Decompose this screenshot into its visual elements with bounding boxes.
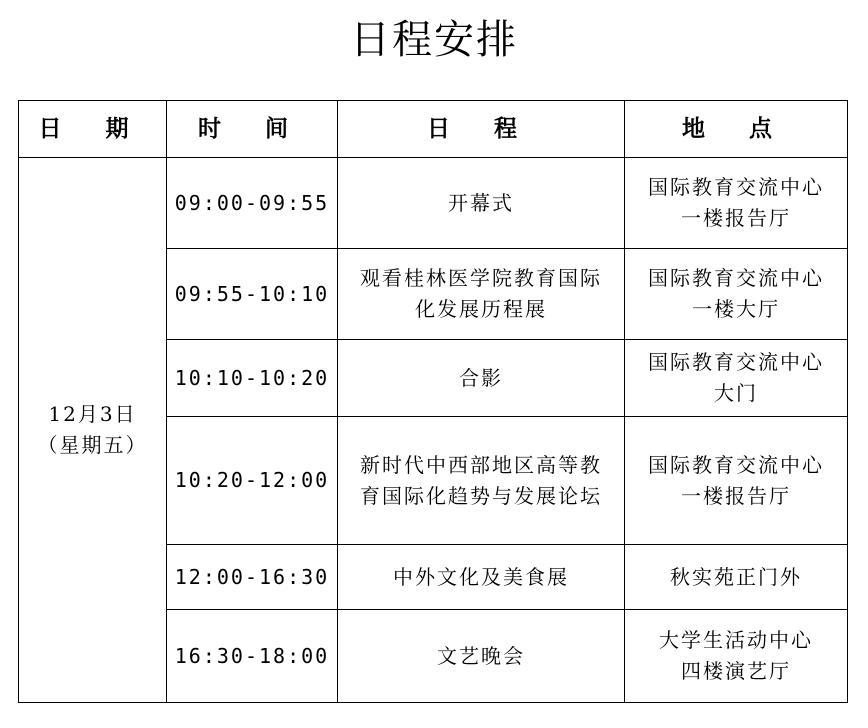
program-line: 新时代中西部地区高等教 [360, 452, 602, 477]
time-cell: 12:00-16:30 [167, 545, 338, 610]
location-line: 一楼报告厅 [681, 483, 791, 508]
header-program: 日 程 [338, 101, 625, 158]
program-line: 开幕式 [448, 190, 514, 215]
location-cell [625, 249, 848, 340]
date-day: 12月3日 [48, 402, 137, 426]
header-row [19, 101, 848, 158]
location-line: 大学生活动中心 [659, 628, 813, 652]
location-line: 大门 [714, 381, 758, 405]
time-cell: 09:55-10:10 [167, 249, 338, 340]
location-line: 国际教育交流中心 [648, 350, 824, 374]
location-cell [625, 417, 848, 545]
schedule-table [18, 100, 848, 703]
program-line: 中外文化及美食展 [393, 564, 569, 589]
location-line: 秋实苑正门外 [670, 564, 802, 589]
location-line: 国际教育交流中心 [648, 175, 824, 199]
location-cell [625, 340, 848, 417]
location-line: 四楼演艺厅 [681, 659, 791, 683]
location-line: 国际教育交流中心 [648, 266, 824, 290]
location-line: 国际教育交流中心 [648, 452, 824, 477]
program-cell [338, 340, 625, 417]
location-cell [625, 610, 848, 703]
location-line: 一楼报告厅 [681, 206, 791, 230]
date-cell [19, 158, 167, 703]
time-cell: 10:20-12:00 [167, 417, 338, 545]
header-location: 地 点 [625, 101, 848, 158]
location-cell [625, 545, 848, 610]
location-cell [625, 158, 848, 249]
location-line: 一楼大厅 [692, 297, 780, 321]
program-line: 化发展历程展 [415, 297, 547, 321]
program-cell [338, 545, 625, 610]
header-date: 日 期 [19, 101, 167, 158]
program-line: 合影 [459, 365, 503, 390]
time-cell: 10:10-10:20 [167, 340, 338, 417]
program-cell [338, 158, 625, 249]
program-cell [338, 610, 625, 703]
header-time: 时 间 [167, 101, 338, 158]
time-cell: 09:00-09:55 [167, 158, 338, 249]
program-cell [338, 249, 625, 340]
time-cell: 16:30-18:00 [167, 610, 338, 703]
program-line: 文艺晚会 [437, 643, 525, 668]
program-line: 育国际化趋势与发展论坛 [360, 483, 602, 508]
table-row [19, 158, 848, 249]
date-weekday: （星期五） [37, 433, 148, 457]
page-title: 日程安排 [350, 17, 518, 63]
program-line: 观看桂林医学院教育国际 [360, 266, 602, 290]
program-cell [338, 417, 625, 545]
